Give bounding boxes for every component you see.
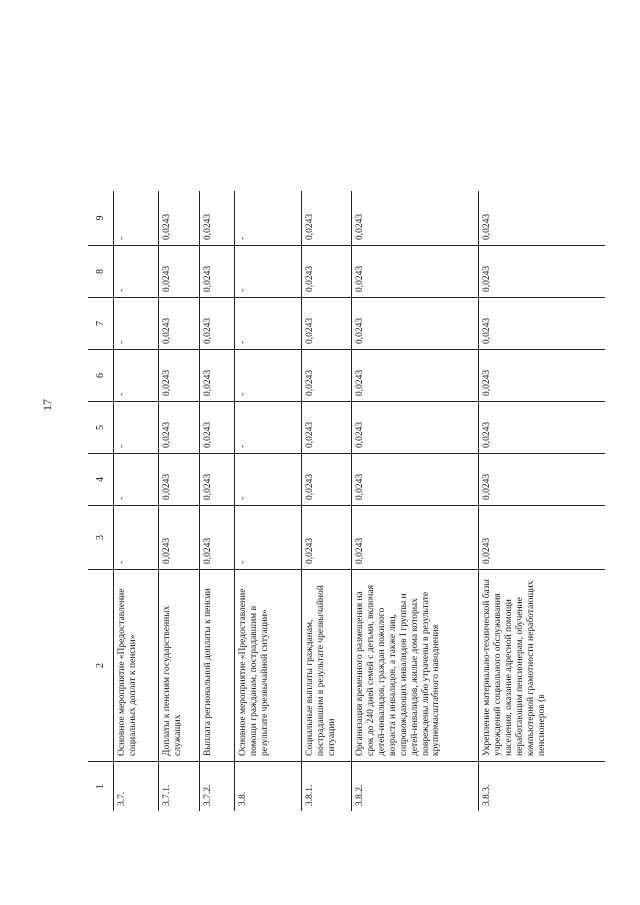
rotated-table [88, 191, 608, 811]
header-col-4: 4 [88, 453, 113, 505]
value-col-6: 0,0243 [159, 349, 199, 401]
value-col-4: 0,0243 [159, 453, 199, 505]
table-row-3-8 [235, 191, 302, 811]
value-col-8: 0,0243 [302, 245, 351, 297]
value-col-3: - [114, 505, 158, 569]
header-col-2: 2 [88, 569, 113, 761]
row-code: 3.8. [235, 761, 301, 811]
value-col-6: 0,0243 [352, 349, 478, 401]
value-col-3: 0,0243 [479, 505, 605, 569]
value-col-7: 0,0243 [302, 297, 351, 349]
row-name: Основное мероприятие «Предоставление помощи гражданам, пострадавшим в результате чрезвычайной ситуации» [235, 569, 301, 761]
value-col-4: 0,0243 [479, 453, 605, 505]
value-col-6: 0,0243 [302, 349, 351, 401]
value-col-8: 0,0243 [159, 245, 199, 297]
value-col-3: 0,0243 [352, 505, 478, 569]
value-col-5: - [114, 401, 158, 453]
value-col-7: 0,0243 [159, 297, 199, 349]
value-col-6: - [114, 349, 158, 401]
value-col-3: 0,0243 [302, 505, 351, 569]
table-row-3-8-3 [479, 191, 605, 811]
table-row-3-8-1 [302, 191, 352, 811]
value-col-3: 0,0243 [200, 505, 234, 569]
value-col-7: 0,0243 [200, 297, 234, 349]
value-col-5: 0,0243 [159, 401, 199, 453]
value-col-4: 0,0243 [352, 453, 478, 505]
value-col-7: 0,0243 [352, 297, 478, 349]
table-row-3-8-2 [352, 191, 479, 811]
header-col-1: 1 [88, 761, 113, 811]
table-row-3-7-1 [159, 191, 200, 811]
value-col-3: - [235, 505, 301, 569]
header-col-5: 5 [88, 401, 113, 453]
value-col-8: 0,0243 [479, 245, 605, 297]
row-name: Доплаты к пенсиям государственных служащих [159, 569, 199, 761]
row-name: Основное мероприятие «Предоставление социальных доплат к пенсии» [114, 569, 158, 761]
row-name: Организация временного размещения на срок до 240 дней семей с детьми, включая детей-инвалидов, граждан пожилого возраста и инвалидов, а также лиц, сопровождающих инвалидов I группы и детей-инвалидов, жилые дома которых повреждены либо утрачены в результате крупномасштабного наводнения [352, 569, 478, 761]
value-col-8: - [114, 245, 158, 297]
value-col-9: - [238, 236, 248, 240]
value-col-9: - [117, 236, 127, 240]
value-col-3: 0,0243 [159, 505, 199, 569]
row-name: Укрепление материально-технической базы учреждений социального обслуживания населения, оказание адресной помощи неработающим пенсионерам, обучение компьютерной грамотности неработающих пенсионеров (в [479, 569, 605, 761]
value-col-7: - [114, 297, 158, 349]
header-col-8: 8 [88, 245, 113, 297]
value-col-9: 0,0243 [203, 213, 213, 240]
value-col-9: 0,0243 [482, 213, 492, 240]
value-col-5: 0,0243 [302, 401, 351, 453]
value-col-6: - [235, 349, 301, 401]
row-name: Выплата региональной доплаты к пенсии [200, 569, 234, 761]
value-col-6: 0,0243 [479, 349, 605, 401]
header-col-3: 3 [88, 505, 113, 569]
value-col-8: 0,0243 [352, 245, 478, 297]
page-number: 17 [40, 399, 54, 411]
row-code: 3.8.1. [302, 761, 351, 811]
value-col-7: - [235, 297, 301, 349]
header-col-6: 6 [88, 349, 113, 401]
table-row-3-7-2 [200, 191, 235, 811]
value-col-5: 0,0243 [200, 401, 234, 453]
value-col-9: 0,0243 [305, 213, 315, 240]
header-col-9: 9 [95, 215, 106, 221]
table-header [88, 191, 114, 811]
value-col-8: 0,0243 [200, 245, 234, 297]
value-col-4: - [235, 453, 301, 505]
table-row-3-7 [114, 191, 159, 811]
value-col-6: 0,0243 [200, 349, 234, 401]
row-name: Социальные выплаты гражданам, пострадавшим в результате чрезвычайной ситуации [302, 569, 351, 761]
value-col-5: - [235, 401, 301, 453]
value-col-5: 0,0243 [479, 401, 605, 453]
value-col-4: - [114, 453, 158, 505]
row-code: 3.7. [114, 761, 158, 811]
value-col-4: 0,0243 [200, 453, 234, 505]
value-col-8: - [235, 245, 301, 297]
value-col-7: 0,0243 [479, 297, 605, 349]
value-col-9: 0,0243 [355, 213, 365, 240]
row-code: 3.7.2. [200, 761, 234, 811]
value-col-5: 0,0243 [352, 401, 478, 453]
row-code: 3.8.3. [479, 761, 605, 811]
header-col-7: 7 [88, 297, 113, 349]
row-code: 3.8.2. [352, 761, 478, 811]
value-col-9: 0,0243 [162, 213, 172, 240]
row-code: 3.7.1. [159, 761, 199, 811]
value-col-4: 0,0243 [302, 453, 351, 505]
